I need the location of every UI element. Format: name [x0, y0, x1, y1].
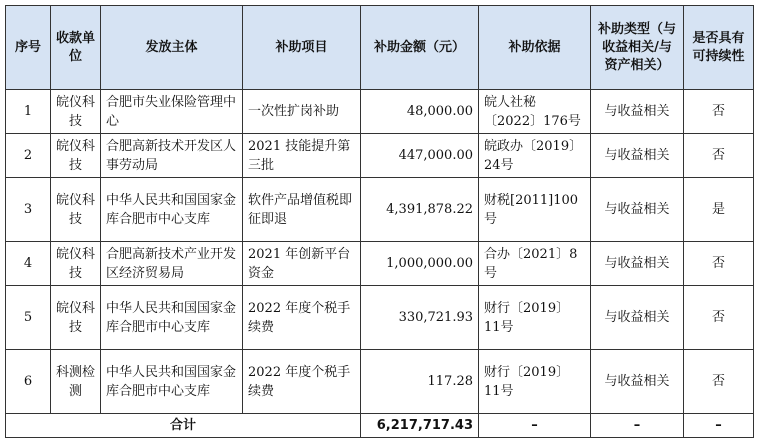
cell-receiver: 皖仪科技	[51, 90, 101, 134]
cell-sustainable: 否	[684, 286, 754, 350]
cell-type: 与收益相关	[591, 350, 684, 414]
table-row	[6, 350, 754, 414]
table-row	[6, 90, 754, 134]
cell-receiver: 皖仪科技	[51, 242, 101, 286]
cell-item: 一次性扩岗补助	[243, 90, 361, 134]
header-type: 补助类型（与收益相关/与资产相关）	[591, 6, 684, 90]
cell-issuer: 合肥市失业保险管理中心	[101, 90, 243, 134]
header-row	[6, 6, 754, 90]
cell-basis: 财行〔2019〕11号	[479, 350, 591, 414]
total-label: 合计	[6, 414, 361, 438]
cell-sustainable: 否	[684, 350, 754, 414]
cell-amount: 48,000.00	[361, 90, 479, 134]
table-row	[6, 242, 754, 286]
cell-sustainable: 否	[684, 134, 754, 178]
cell-amount: 447,000.00	[361, 134, 479, 178]
cell-basis: 皖人社秘〔2022〕176号	[479, 90, 591, 134]
table-row	[6, 134, 754, 178]
cell-basis: 财税[2011]100号	[479, 178, 591, 242]
cell-type: 与收益相关	[591, 90, 684, 134]
cell-item: 2022 年度个税手续费	[243, 286, 361, 350]
cell-receiver: 皖仪科技	[51, 286, 101, 350]
cell-receiver: 科测检测	[51, 350, 101, 414]
header-issuer: 发放主体	[101, 6, 243, 90]
cell-sustainable: 是	[684, 178, 754, 242]
cell-seq: 6	[6, 350, 51, 414]
cell-issuer: 合肥高新技术产业开发区经济贸易局	[101, 242, 243, 286]
cell-amount: 330,721.93	[361, 286, 479, 350]
cell-amount: 1,000,000.00	[361, 242, 479, 286]
table-row	[6, 286, 754, 350]
header-item: 补助项目	[243, 6, 361, 90]
cell-type: 与收益相关	[591, 286, 684, 350]
cell-sustainable: 否	[684, 90, 754, 134]
cell-sustainable: 否	[684, 242, 754, 286]
cell-item: 软件产品增值税即征即退	[243, 178, 361, 242]
header-receiver: 收款单位	[51, 6, 101, 90]
cell-amount: 117.28	[361, 350, 479, 414]
cell-receiver: 皖仪科技	[51, 134, 101, 178]
cell-seq: 2	[6, 134, 51, 178]
cell-issuer: 中华人民共和国国家金库合肥市中心支库	[101, 286, 243, 350]
cell-item: 2021 年创新平台资金	[243, 242, 361, 286]
cell-amount: 4,391,878.22	[361, 178, 479, 242]
cell-type: 与收益相关	[591, 242, 684, 286]
total-amount: 6,217,717.43	[361, 414, 479, 438]
cell-item: 2021 技能提升第三批	[243, 134, 361, 178]
cell-seq: 3	[6, 178, 51, 242]
header-seq: 序号	[6, 6, 51, 90]
cell-basis: 皖政办〔2019〕24号	[479, 134, 591, 178]
government-grants-table	[5, 5, 754, 438]
cell-issuer: 合肥高新技术开发区人事劳动局	[101, 134, 243, 178]
header-basis: 补助依据	[479, 6, 591, 90]
cell-type: 与收益相关	[591, 178, 684, 242]
header-sustainable: 是否具有可持续性	[684, 6, 754, 90]
header-amount: 补助金额（元）	[361, 6, 479, 90]
cell-basis: 财行〔2019〕11号	[479, 286, 591, 350]
cell-basis: 合办〔2021〕8号	[479, 242, 591, 286]
total-basis: –	[479, 414, 591, 438]
cell-type: 与收益相关	[591, 134, 684, 178]
cell-item: 2022 年度个税手续费	[243, 350, 361, 414]
total-type: –	[591, 414, 684, 438]
cell-receiver: 皖仪科技	[51, 178, 101, 242]
cell-issuer: 中华人民共和国国家金库合肥市中心支库	[101, 350, 243, 414]
cell-seq: 1	[6, 90, 51, 134]
table-row	[6, 178, 754, 242]
cell-seq: 5	[6, 286, 51, 350]
total-sustainable: –	[684, 414, 754, 438]
cell-seq: 4	[6, 242, 51, 286]
cell-issuer: 中华人民共和国国家金库合肥市中心支库	[101, 178, 243, 242]
